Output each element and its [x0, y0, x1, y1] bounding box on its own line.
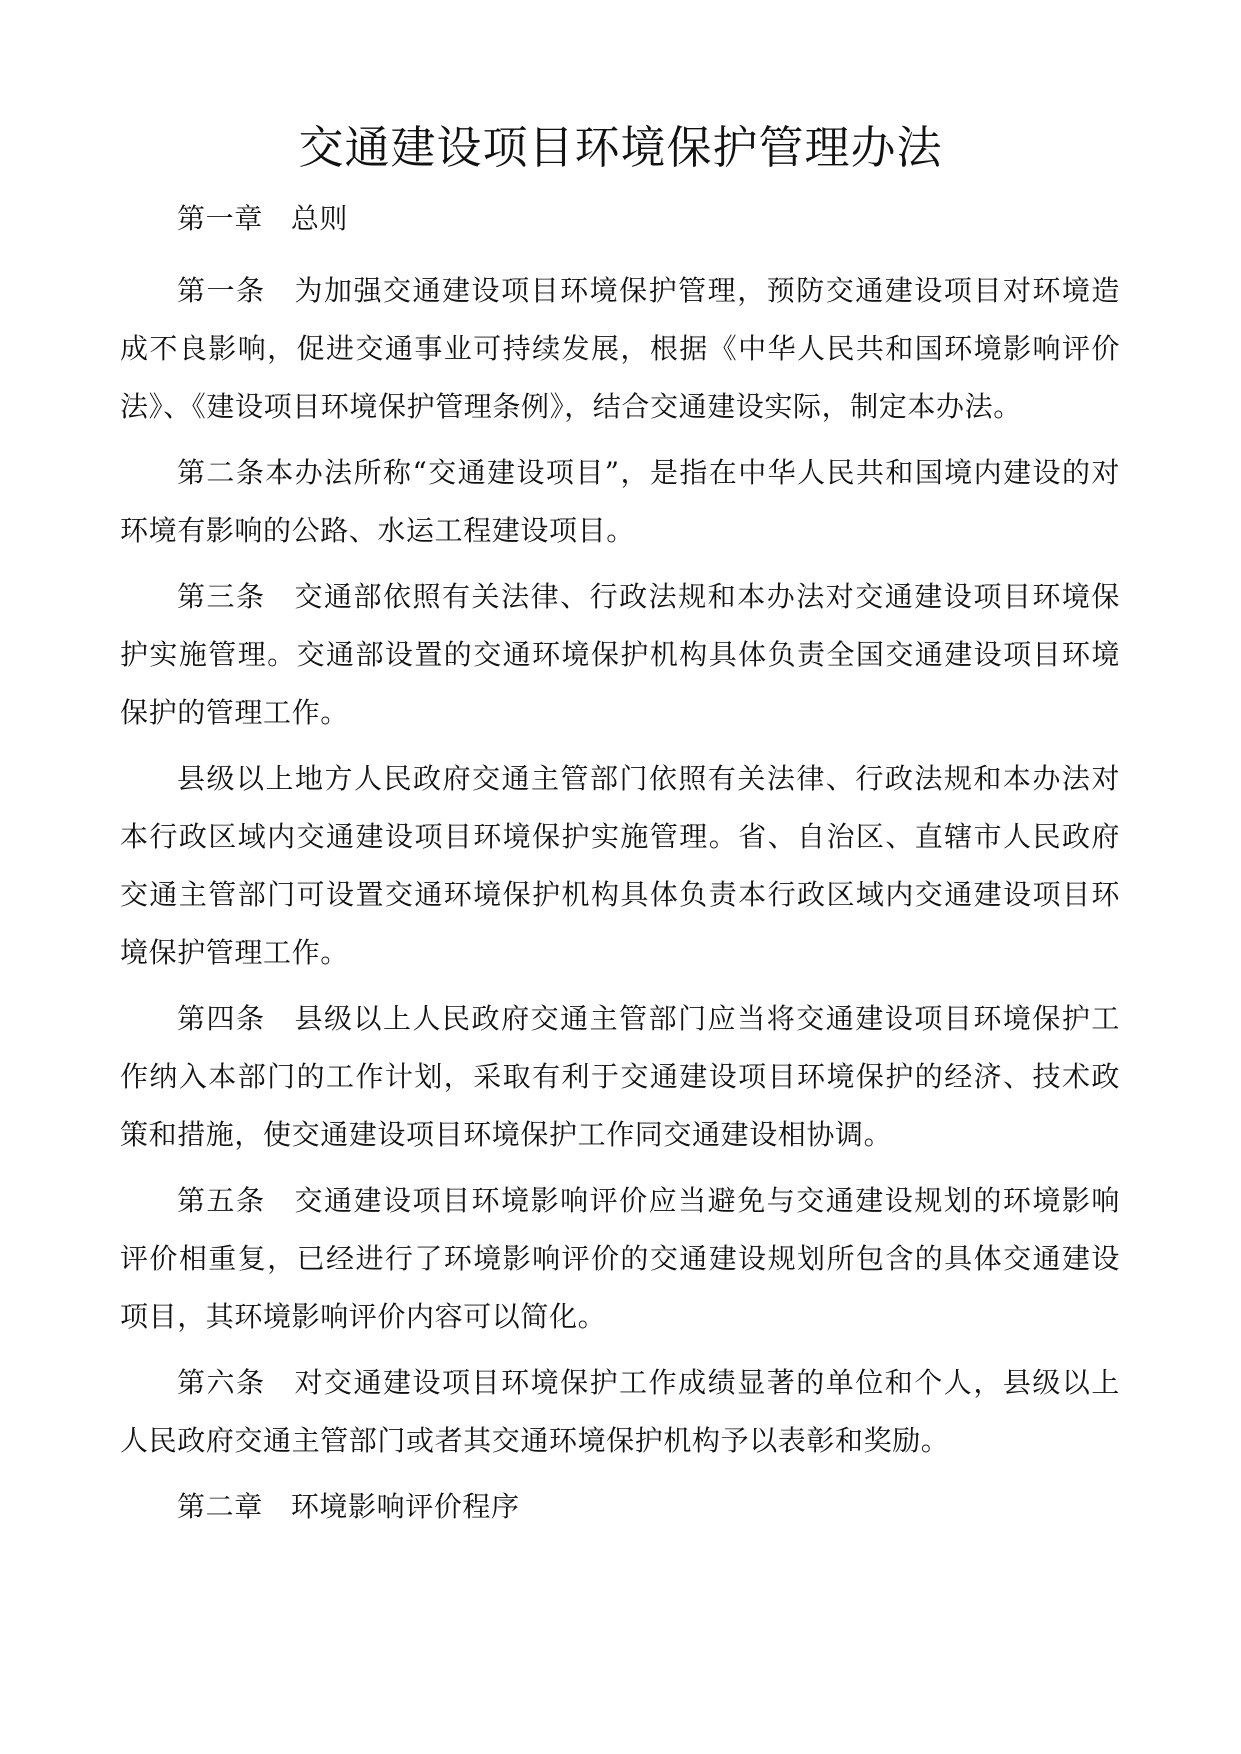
article-text: 交通部依照有关法律、行政法规和本办法对交通建设项目环境保护实施管理。交通部设置的交通环境保护机构具体负责全国交通建设项目环境保护的管理工作。 [120, 580, 1120, 729]
article-text: 为加强交通建设项目环境保护管理，预防交通建设项目对环境造成不良影响，促进交通事业可持续发展，根据《中华人民共和国环境影响评价法》、《建设项目环境保护管理条例》，结合交通建设实际，制定本办法。 [120, 274, 1120, 423]
article-paragraph [120, 1172, 1120, 1346]
document-body [120, 190, 1120, 1536]
article-text: 县级以上地方人民政府交通主管部门依照有关法律、行政法规和本办法对本行政区域内交通建设项目环境保护实施管理。省、自治区、直辖市人民政府交通主管部门可设置交通环境保护机构具体负责本行政区域内交通建设项目环境保护管理工作。 [120, 762, 1120, 969]
article-paragraph [120, 444, 1120, 560]
article-paragraph [120, 568, 1120, 742]
article-label: 第三条 [177, 580, 266, 613]
article-text: 交通建设项目环境影响评价应当避免与交通建设规划的环境影响评价相重复，已经进行了环境影响评价的交通建设规划所包含的具体交通建设项目，其环境影响评价内容可以简化。 [120, 1184, 1120, 1333]
article-label: 第六条 [177, 1366, 266, 1399]
article-label: 第一条 [177, 274, 266, 307]
article-text: 县级以上人民政府交通主管部门应当将交通建设项目环境保护工作纳入本部门的工作计划，采取有利于交通建设项目环境保护的经济、技术政策和措施，使交通建设项目环境保护工作同交通建设相协调。 [120, 1002, 1120, 1151]
chapter-title: 环境影响评价程序 [290, 1490, 520, 1523]
chapter-title: 总则 [290, 202, 349, 235]
article-label: 第四条 [177, 1002, 266, 1035]
article-label: 第五条 [177, 1184, 266, 1217]
chapter-heading [120, 1478, 1120, 1536]
chapter-label: 第一章 [177, 202, 263, 235]
article-paragraph [120, 750, 1120, 982]
article-paragraph [120, 990, 1120, 1164]
article-text: 对交通建设项目环境保护工作成绩显著的单位和个人，县级以上人民政府交通主管部门或者其交通环境保护机构予以表彰和奖励。 [120, 1366, 1120, 1457]
chapter-label: 第二章 [177, 1490, 263, 1523]
chapter-heading [120, 190, 1120, 248]
article-paragraph [120, 262, 1120, 436]
article-text: 第二条本办法所称“交通建设项目”，是指在中华人民共和国境内建设的对环境有影响的公路、水运工程建设项目。 [120, 456, 1120, 547]
document-title: 交通建设项目环境保护管理办法 [298, 121, 943, 174]
article-paragraph [120, 1354, 1120, 1470]
